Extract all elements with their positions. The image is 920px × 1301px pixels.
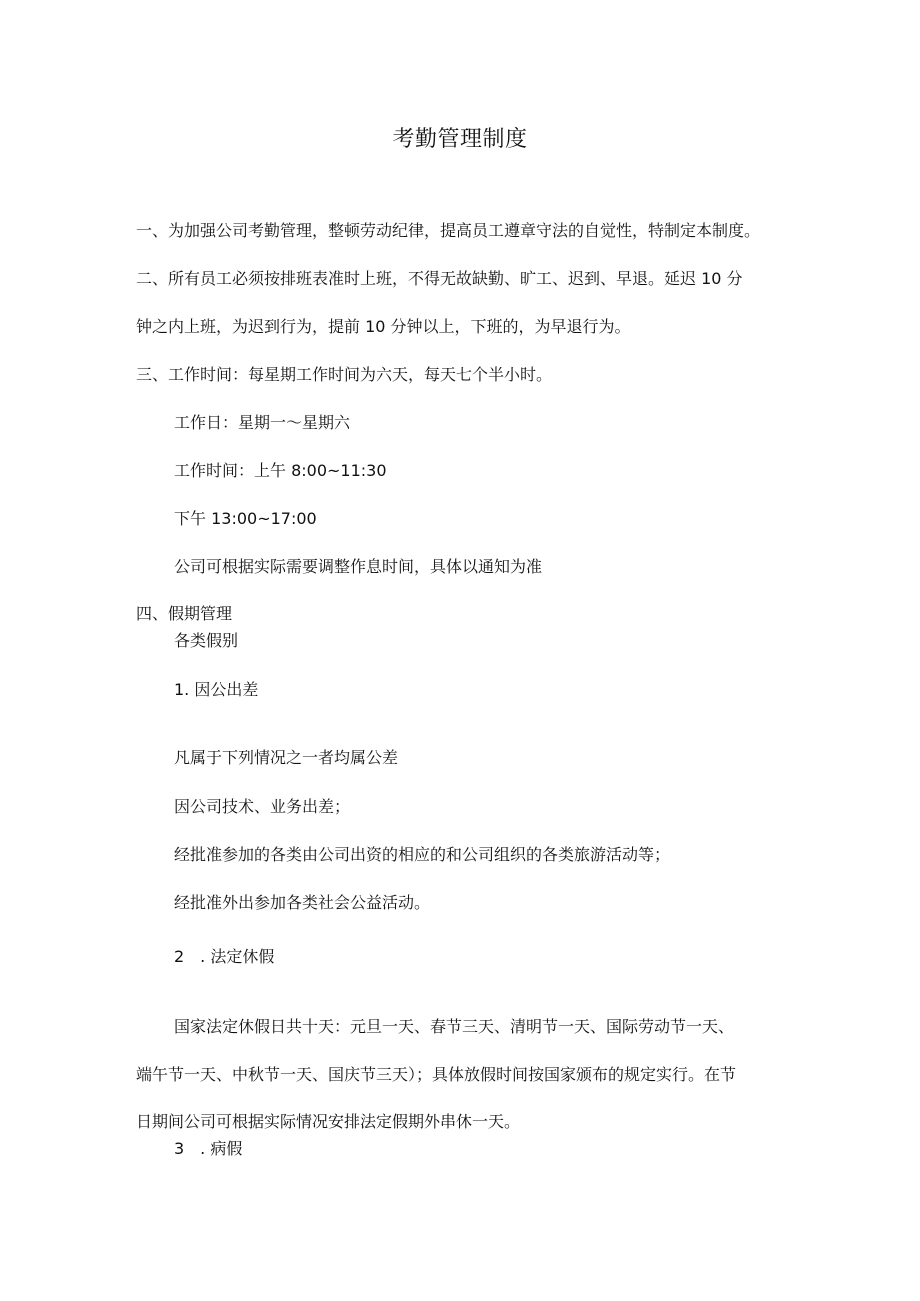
business-trip-heading: 1. 因公出差 [174,680,259,699]
business-trip-item-3: 经批准外出参加各类社会公益活动。 [174,893,431,912]
afternoon-hours-line: 下午 13:00~17:00 [174,509,317,528]
business-trip-item-1: 因公司技术、业务出差； [174,797,351,816]
sick-leave-heading: 3 . 病假 [174,1139,243,1158]
business-trip-intro: 凡属于下列情况之一者均属公差 [174,748,399,767]
workdays-line: 工作日：星期一～星期六 [174,413,351,432]
morning-hours-line: 工作时间：上午 8:00~11:30 [174,461,387,480]
paragraph-section-2-line-2: 钟之内上班，为迟到行为，提前 10 分钟以上，下班的，为早退行为。 [136,317,631,336]
paragraph-section-2-line-1: 二、所有员工必须按排班表准时上班，不得无故缺勤、旷工、迟到、早退。延迟 10 分 [136,269,743,288]
statutory-holiday-line-2: 端午节一天、中秋节一天、国庆节三天）；具体放假时间按国家颁布的规定实行。在节 [136,1065,737,1084]
business-trip-item-2: 经批准参加的各类由公司出资的相应的和公司组织的各类旅游活动等； [174,845,671,864]
schedule-note-line: 公司可根据实际需要调整作息时间，具体以通知为准 [174,557,543,576]
document-title: 考勤管理制度 [392,127,528,152]
paragraph-section-3: 三、工作时间：每星期工作时间为六天，每天七个半小时。 [136,365,553,384]
statutory-holiday-line-1: 国家法定休假日共十天：元旦一天、春节三天、清明节一天、国际劳动节一天、 [174,1017,735,1036]
leave-types-heading: 各类假别 [174,631,239,650]
statutory-holiday-line-3: 日期间公司可根据实际情况安排法定假期外串休一天。 [136,1112,521,1131]
statutory-holiday-heading: 2 . 法定休假 [174,947,275,966]
paragraph-section-4-heading: 四、假期管理 [136,604,233,623]
paragraph-section-1: 一、为加强公司考勤管理，整顿劳动纪律，提高员工遵章守法的自觉性，特制定本制度。 [136,221,761,240]
